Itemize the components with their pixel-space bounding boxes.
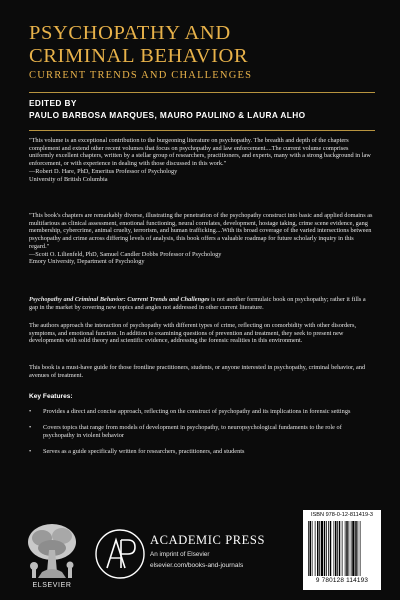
barcode-bar xyxy=(335,521,337,576)
paragraph-2-text: The authors approach the interaction of psychopathy with different types of crime, reflecting on comorbidity with other disorders, symptoms, and emotional function. In addition to examining questions of prevention and treatment, they seek to present new developments with solid theory and scientific evidence, addressing the forensic realities in this environment. xyxy=(29,322,357,345)
barcode-bar xyxy=(334,521,335,576)
endorsement-quote-2 xyxy=(29,212,375,266)
feature-item xyxy=(29,448,375,456)
quote-2-text: "This book's chapters are remarkably diverse, illustrating the penetration of the psychopathy construct into basic and applied domains as multifarious as clinical assessment, emotional functioning, neural correlates, development, hostage taking, crime scene evidence, gang membership, cybercrime, animal cruelty, terrorism, and human trafficking....With its broad coverage of the varied intersections between psychopathy and crime across differing levels of analysis, this book offers a valuable roadmap for future scholarly inquiry in this regard." xyxy=(29,212,373,250)
barcode-bar xyxy=(330,521,332,576)
barcode-bar xyxy=(339,521,341,576)
bullet: • xyxy=(29,448,32,456)
barcode-bar xyxy=(328,521,329,576)
elsevier-wordmark: ELSEVIER xyxy=(32,582,72,589)
description-paragraph-1 xyxy=(29,296,375,311)
quote-1-text: "This volume is an exceptional contribution to the burgeoning literature on psychopathy. The breadth and depth of the chapters complement and extend other recent volumes that focus on psychopathy and law enforcement....The current volume comprises uniformly excellent chapters, written by a stellar group of researchers, practitioners, and experts, many with a strong background in law enforcement, or with experience in dealing with those discussed in this work." xyxy=(29,137,371,168)
imprint-name: ACADEMIC PRESS xyxy=(150,533,266,547)
description-paragraph-2 xyxy=(29,322,375,345)
academic-press-ap-logo-icon xyxy=(94,528,146,580)
paragraph-1-text: is not another formulaic book on psychopathy; rather it fills a gap in the market by covering new topics and angles not addressed in other current literature. xyxy=(29,296,366,311)
quote-1-attribution: —Robert D. Hare, PhD, Emeritus Professor of Psychology xyxy=(29,167,178,175)
barcode-bar xyxy=(326,521,327,576)
bottom-rule xyxy=(29,130,375,131)
title-line-1: PSYCHOPATHY AND xyxy=(29,22,231,44)
barcode-bar xyxy=(324,521,326,576)
barcode-bar xyxy=(349,521,350,576)
barcode-bar xyxy=(355,521,357,576)
bullet: • xyxy=(29,408,32,415)
title-line-2: CRIMINAL BEHAVIOR xyxy=(29,45,249,67)
barcode-icon xyxy=(307,521,377,576)
imprint-url: elsevier.com/books-and-journals xyxy=(150,562,244,569)
barcode-bar xyxy=(352,521,354,576)
barcode-bar xyxy=(358,521,359,576)
endorsement-quote-1 xyxy=(29,137,375,183)
barcode-bar xyxy=(315,521,316,576)
barcode-bar xyxy=(345,521,346,576)
quote-2-affiliation: Emory University, Department of Psychology xyxy=(29,258,145,266)
barcode-bar xyxy=(319,521,320,576)
elsevier-tree-logo-icon xyxy=(22,520,82,582)
barcode-bar xyxy=(310,521,312,576)
quote-1-affiliation: University of British Columbia xyxy=(29,175,108,183)
barcode-bar xyxy=(308,521,309,576)
barcode-bar xyxy=(351,521,352,576)
barcode-bar xyxy=(346,521,348,576)
barcode-digits: 9 780128 114193 xyxy=(315,577,369,584)
editors-label: EDITED BY xyxy=(29,98,77,108)
isbn-number: ISBN 978-0-12-811419-3 xyxy=(310,512,374,518)
barcode-bar xyxy=(312,521,313,576)
description-paragraph-3 xyxy=(29,364,375,379)
bullet: • xyxy=(29,424,32,432)
barcode-bar xyxy=(317,521,319,576)
book-subtitle: CURRENT TRENDS AND CHALLENGES xyxy=(29,70,253,81)
book-title xyxy=(29,22,389,68)
barcode-bar xyxy=(337,521,338,576)
barcode-bar xyxy=(360,521,361,576)
barcode-bar xyxy=(342,521,343,576)
key-features-list xyxy=(29,408,375,464)
key-features-heading: Key Features: xyxy=(29,393,73,400)
book-title-italic: Psychopathy and Criminal Behavior: Current Trends and Challenges xyxy=(29,296,210,303)
barcode-bar xyxy=(321,521,323,576)
paragraph-3-text: This book is a must-have guide for those frontline practitioners, students, or anyone interested in psychopathy, criminal behavior, and avenues of treatment. xyxy=(29,364,366,379)
feature-text: Covers topics that range from models of development in psychopathy, to neuropsychological fundaments to the role of psychopathy in violent behavior xyxy=(43,424,342,439)
feature-item xyxy=(29,424,375,439)
feature-item xyxy=(29,408,375,416)
feature-text: Serves as a guide specifically written for researchers, practitioners, and students xyxy=(43,448,245,456)
editors-names: PAULO BARBOSA MARQUES, MAURO PAULINO & LAURA ALHO xyxy=(29,110,306,120)
quote-2-attribution: —Scott O. Lilienfeld, PhD, Samuel Candler Dobbs Professor of Psychology xyxy=(29,250,222,258)
barcode-panel xyxy=(303,510,381,590)
feature-text: Provides a direct and concise approach, reflecting on the construct of psychopathy and its implications in forensic settings xyxy=(43,408,351,415)
top-rule xyxy=(29,92,375,93)
imprint-note: An imprint of Elsevier xyxy=(150,551,210,558)
